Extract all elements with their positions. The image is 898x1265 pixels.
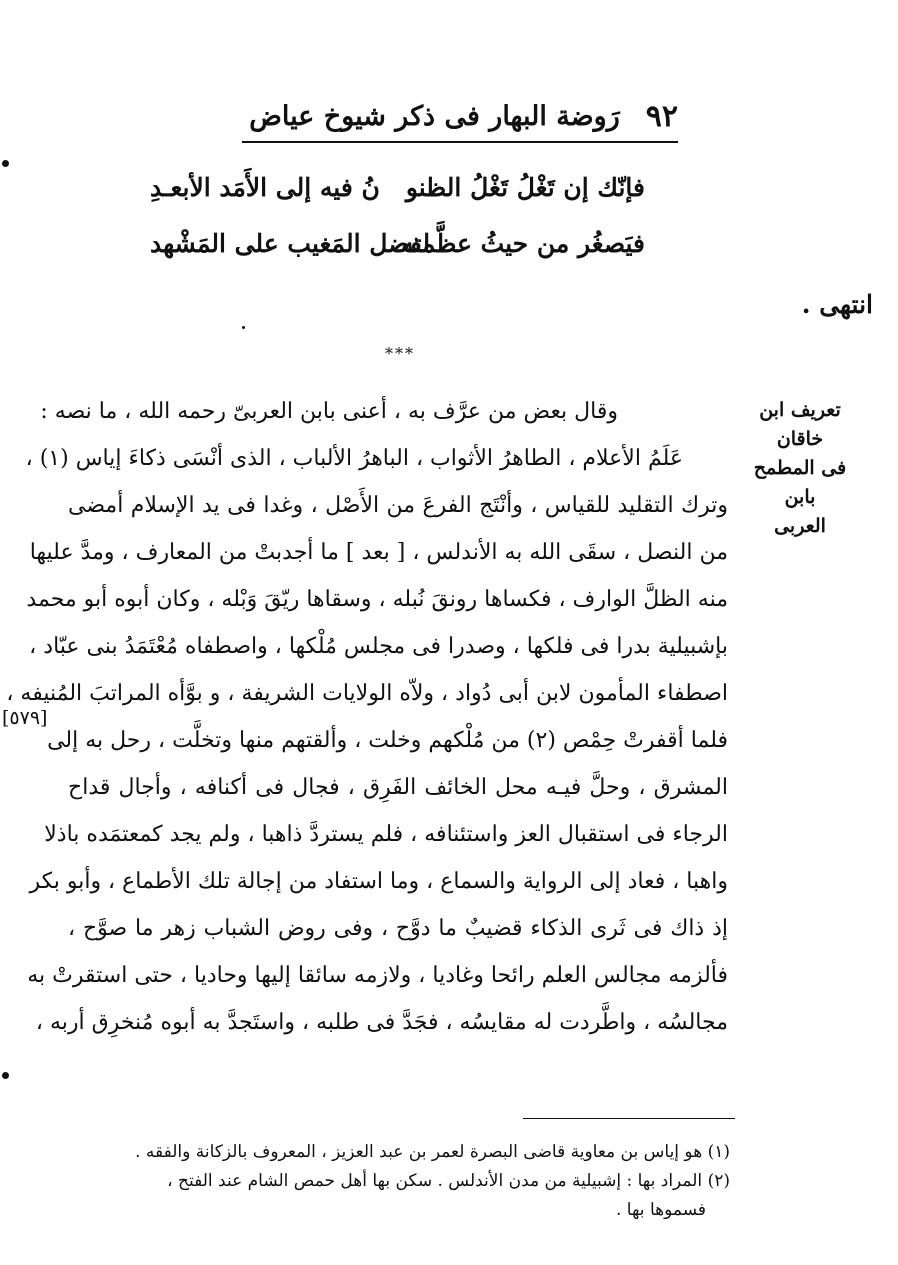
text-line: منه الظلَّ الوارف ، فكساها رونقَ نُبله ، وسقاها ريّقَ وَبْله ، وكان أبوه أبو محمد [26,587,728,612]
text-line: واهبا ، فعاد إلى الرواية والسماع ، وما استفاد من إجالة تلك الأطماع ، وأبو بكر [29,869,728,894]
manuscript-page-ref: [٥٧٩] [2,707,48,729]
footnote [80,1167,730,1196]
text-line: وقال بعض من عرَّف به ، أعنى بابن العربىّ رحمه الله ، ما نصه : [40,399,618,424]
verse-second-hemistich: لفضل المَغيب على المَشْهد [150,229,431,258]
text-line: بإشبيلية بدرا فى فلكها ، وصدرا فى مجلس مُلْكها ، واصطفاه مُعْتَمَدُ بنى عبّاد ، [29,634,728,659]
footnote-text: المراد بها : إشبيلية من مدن الأندلس . سكن بها أهل حمص الشام عند الفتح ، [167,1171,703,1191]
footnote-continuation [80,1196,730,1225]
verse-first-hemistich: فيَصغُر من حيثُ عظَّمته [401,229,645,258]
text-line: المشرق ، وحلَّ فيـه محل الخائف الفَرِق ، فجال فى أكنافه ، وأجال قداح [68,775,728,800]
footnote [80,1138,730,1167]
footnote-text: هو إياس بن معاوية قاضى البصرة لعمر بن عبد العزيز ، المعروف بالزكانة والفقه . [135,1142,703,1162]
end-quote-marker: انتهى . [801,290,873,319]
margin-note-line: العربى [774,515,826,537]
text-line: إذ ذاك فى ثَرى الذكاء قضيبٌ ما دوَّح ، وفى روض الشباب زهر ما صوَّح ، [68,916,728,941]
margin-note [740,396,860,541]
header-rule [242,141,678,143]
verse [150,165,670,221]
section-separator: *** [385,344,415,363]
margin-note-line: تعريف ابن خاقان [759,399,841,450]
scan-speck [242,326,245,329]
footnote-number: (٢) [707,1171,730,1191]
text-line: فلما أقفرتْ حِمْص (٢) من مُلْكهم وخلت ، وألقتهم منها وتخلَّت ، رحل به إلى [47,728,728,753]
page-header [242,92,678,140]
verse [150,221,670,277]
margin-note-line: فى المطمح بابن [753,457,847,508]
running-title: رَوضة البهار فى ذكر شيوخ عياض [249,100,620,132]
poem-verses [150,165,670,277]
footnotes [80,1138,730,1225]
text-line: اصطفاء المأمون لابن أبى دُواد ، ولاّه الولايات الشريفة ، و بوَّأه المراتبَ المُنيفه ، [6,681,728,706]
footnote-text: فسموها بها . [615,1200,706,1220]
page-number: ٩٢ [645,98,678,134]
text-line: فألزمه مجالس العلم رائحا وغاديا ، ولازمه سائقا إليها وحاديا ، حتى استقرتْ به [27,963,728,988]
text-line: عَلَمُ الأعلام ، الطاهرُ الأثواب ، الباهرُ الألباب ، الذى أنْسَى ذكاءَ إياس (١) ، [25,446,683,471]
verse-first-hemistich: فإنّك إن تَغْلُ تَغْلُ الظنو [405,173,645,202]
verse-second-hemistich: نُ فيه إلى الأَمَد الأبعـدِ [150,173,380,202]
scan-speck [2,1072,9,1079]
footnote-number: (١) [707,1142,730,1162]
text-line: من النصل ، سقَى الله به الأندلس ، [ بعد ] ما أجدبتْ من المعارف ، ومدَّ عليها [29,540,728,565]
scan-speck [2,160,9,167]
text-line: الرجاء فى استقبال العز واستئنافه ، فلم يستردَّ ذاهبا ، ولم يجد كمعتمَده باذلا [44,822,728,847]
text-line: وترك التقليد للقياس ، وأنْتَج الفرعَ من الأَصْل ، وغدا فى يد الإسلام أمضى [68,493,728,518]
text-line: مجالسُه ، واطَّردت له مقايسُه ، فجَدَّ فى طلبه ، واستَجدَّ به أبوه مُنخرِق أربه ، [35,1010,728,1035]
footnote-rule [523,1118,735,1119]
